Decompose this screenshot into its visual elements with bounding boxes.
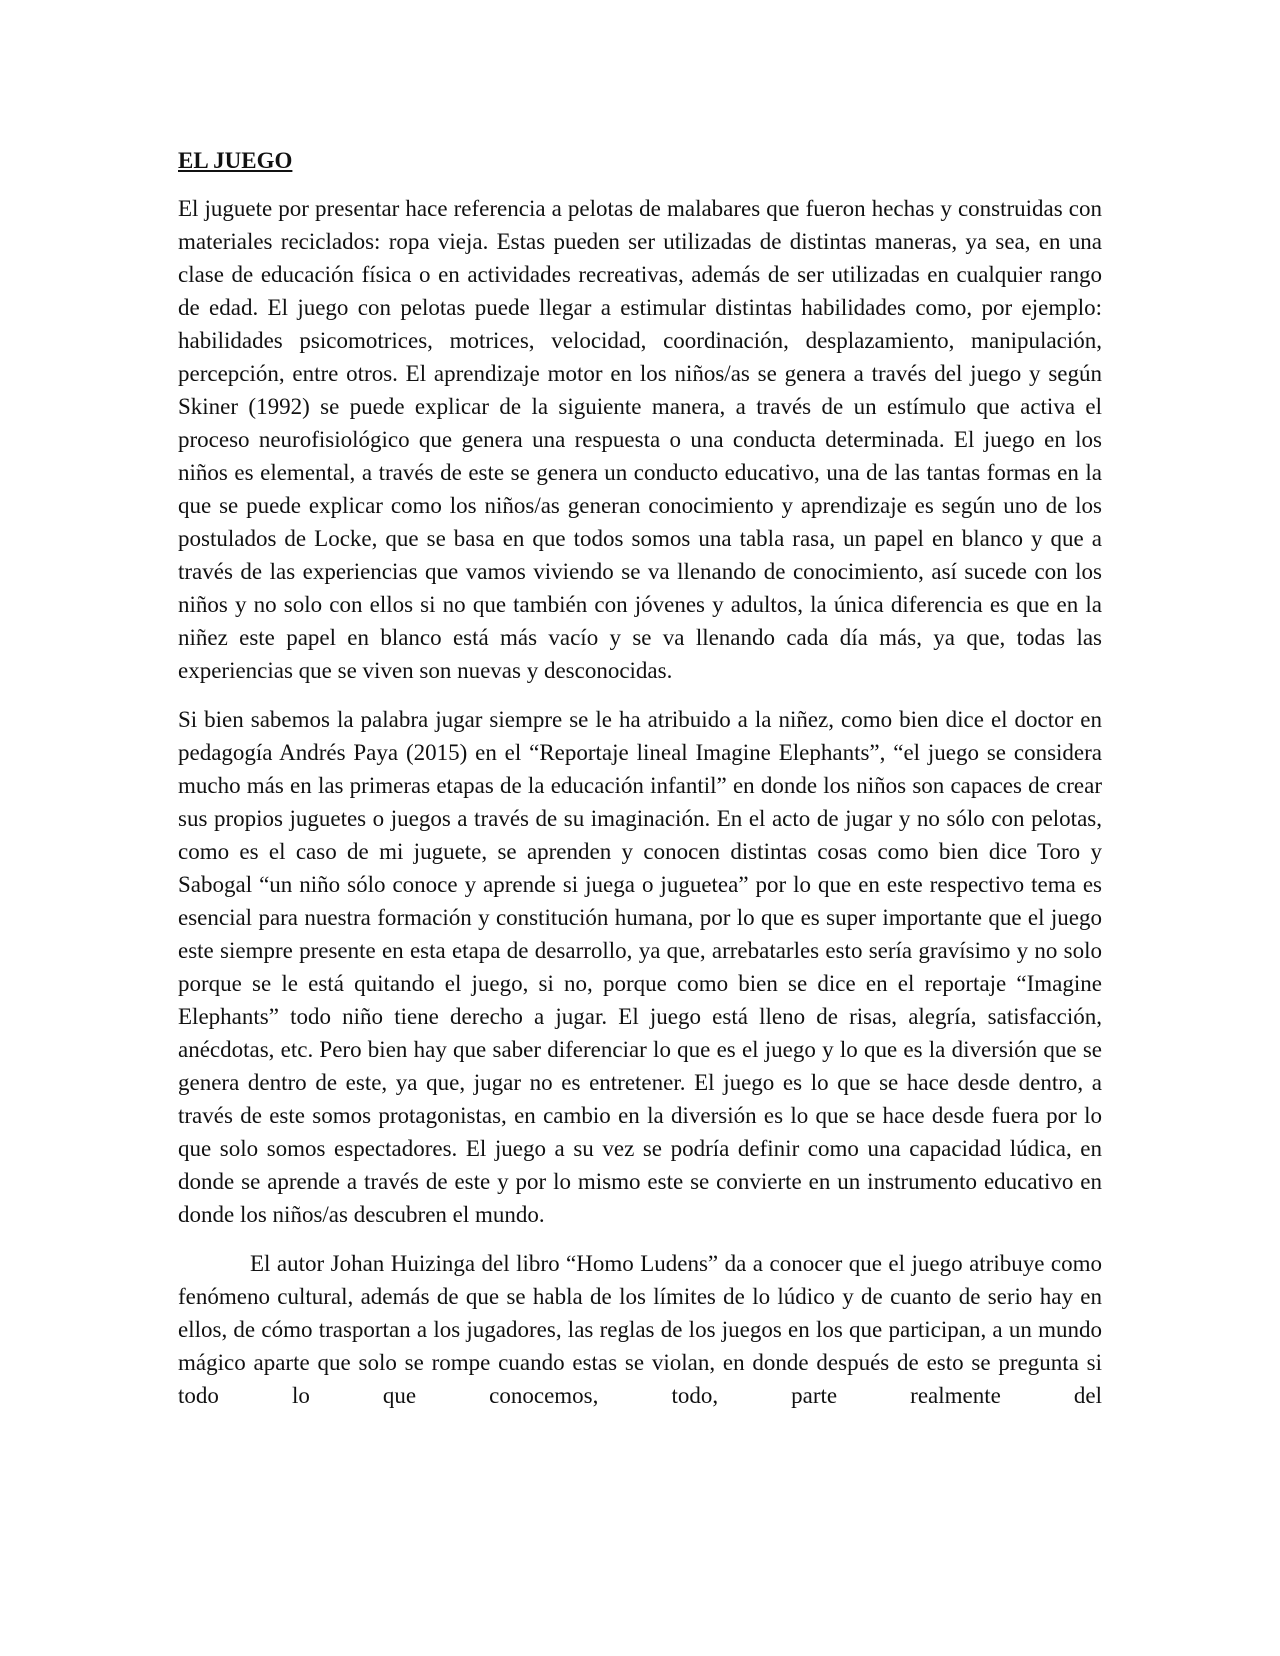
document-body [178,146,1102,1428]
paragraph-3: El autor Johan Huizinga del libro “Homo Ludens” da a conocer que el juego atribuye como fenómeno cultural, además de que se habla de los límites de lo lúdico y de cuanto de serio hay en ellos, de cómo trasportan a los jugadores, las reglas de los juegos en los que participan, a un mundo mágico aparte que solo se rompe cuando estas se violan, en donde después de esto se pregunta si todo lo que conocemos, todo, parte realmente del [178,1251,1102,1408]
paragraph-1: El juguete por presentar hace referencia a pelotas de malabares que fueron hechas y construidas con materiales reciclados: ropa vieja. Estas pueden ser utilizadas de distintas maneras, ya sea, en una clase de educación física o en actividades recreativas, además de ser utilizadas en cualquier rango de edad. El juego con pelotas puede llegar a estimular distintas habilidades como, por ejemplo: habilidades psicomotrices, motrices, velocidad, coordinación, desplazamiento, manipulación, percepción, entre otros. El aprendizaje motor en los niños/as se genera a través del juego y según Skiner (1992) se puede explicar de la siguiente manera, a través de un estímulo que activa el proceso neurofisiológico que genera una respuesta o una conducta determinada. El juego en los niños es elemental, a través de este se genera un conducto educativo, una de las tantas formas en la que se puede explicar como los niños/as generan conocimiento y aprendizaje es según uno de los postulados de Locke, que se basa en que todos somos una tabla rasa, un papel en blanco y que a través de las experiencias que vamos viviendo se va llenando de conocimiento, así sucede con los niños y no solo con ellos si no que también con jóvenes y adultos, la única diferencia es que en la niñez este papel en blanco está más vacío y se va llenando cada día más, ya que, todas las experiencias que se viven son nuevas y desconocidas. [178,196,1102,683]
document-title: EL JUEGO [178,148,293,173]
paragraph-2: Si bien sabemos la palabra jugar siempre se le ha atribuido a la niñez, como bien dice el doctor en pedagogía Andrés Paya (2015) en el “Reportaje lineal Imagine Elephants”, “el juego se considera mucho más en las primeras etapas de la educación infantil” en donde los niños son capaces de crear sus propios juguetes o juegos a través de su imaginación. En el acto de jugar y no sólo con pelotas, como es el caso de mi juguete, se aprenden y conocen distintas cosas como bien dice Toro y Sabogal “un niño sólo conoce y aprende si juega o juguetea” por lo que en este respectivo tema es esencial para nuestra formación y constitución humana, por lo que es super importante que el juego este siempre presente en esta etapa de desarrollo, ya que, arrebatarles esto sería gravísimo y no solo porque se le está quitando el juego, si no, porque como bien se dice en el reportaje “Imagine Elephants” todo niño tiene derecho a jugar. El juego está lleno de risas, alegría, satisfacción, anécdotas, etc. Pero bien hay que saber diferenciar lo que es el juego y lo que es la diversión que se genera dentro de este, ya que, jugar no es entretener. El juego es lo que se hace desde dentro, a través de este somos protagonistas, en cambio en la diversión es lo que se hace desde fuera por lo que solo somos espectadores. El juego a su vez se podría definir como una capacidad lúdica, en donde se aprende a través de este y por lo mismo este se convierte en un instrumento educativo en donde los niños/as descubren el mundo. [178,707,1102,1227]
